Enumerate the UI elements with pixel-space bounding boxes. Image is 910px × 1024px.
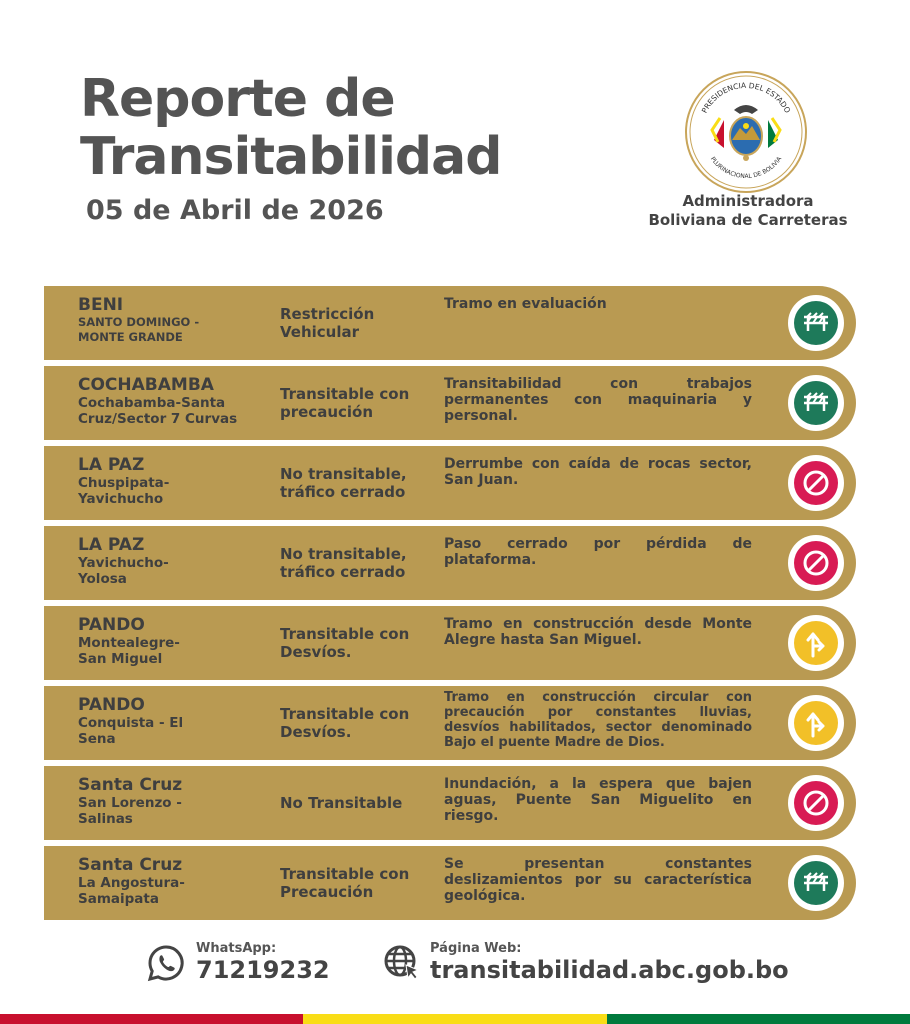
no-entry-icon (794, 541, 838, 585)
whatsapp-contact[interactable] (146, 942, 330, 984)
whatsapp-icon (146, 943, 186, 983)
title-line-1: Reporte de (80, 69, 395, 129)
route-description: Tramo en evaluación (444, 296, 607, 312)
road-works-icon (794, 381, 838, 425)
whatsapp-number[interactable]: 71219232 (196, 956, 330, 984)
status-badge (788, 535, 844, 591)
route-description: Paso cerrado por pérdida de plataforma. (444, 536, 752, 568)
no-entry-icon (794, 461, 838, 505)
route-segment: La Angostura-Samaipata (78, 875, 185, 907)
route-region: LA PAZ (78, 455, 145, 475)
route-row (44, 526, 856, 600)
route-place (78, 856, 268, 907)
status-badge (788, 855, 844, 911)
detour-icon (794, 701, 838, 745)
route-row (44, 606, 856, 680)
status-badge (788, 695, 844, 751)
route-status: No transitable, tráfico cerrado (280, 545, 407, 581)
route-segment: Yavichucho-Yolosa (78, 555, 169, 587)
flag-stripe (0, 1014, 910, 1024)
route-status: Transitable con Desvíos. (280, 705, 410, 741)
route-place (78, 776, 268, 827)
route-description: Tramo en construcción circular con precaución por constantes lluvias, desvíos habilitados, sector denominado Bajo el puente Madre de Dios. (444, 690, 752, 750)
route-region: PANDO (78, 615, 145, 635)
route-status: No transitable, tráfico cerrado (280, 465, 407, 501)
route-row (44, 366, 856, 440)
no-entry-icon (794, 781, 838, 825)
route-status: Transitable con Precaución (280, 865, 410, 901)
route-place (78, 536, 268, 587)
route-row (44, 286, 856, 360)
route-segment: Conquista - El Sena (78, 715, 184, 747)
flag-green-band (607, 1014, 910, 1024)
route-segment: Cochabamba-Santa Cruz/Sector 7 Curvas (78, 395, 238, 427)
status-badge (788, 455, 844, 511)
web-label: Página Web: (430, 941, 522, 956)
route-status: Transitable con precaución (280, 385, 410, 421)
route-place (78, 296, 268, 345)
flag-yellow-band (303, 1014, 606, 1024)
route-row (44, 766, 856, 840)
svg-text:PLURINACIONAL DE BOLIVIA: PLURINACIONAL DE BOLIVIA (708, 155, 784, 181)
org-name-line-1: Administradora (682, 192, 814, 210)
route-status: No Transitable (280, 794, 403, 812)
route-status: Restricción Vehicular (280, 305, 375, 341)
route-region: Santa Cruz (78, 775, 183, 795)
route-region: COCHABAMBA (78, 375, 214, 395)
route-region: LA PAZ (78, 535, 145, 555)
road-works-icon (794, 301, 838, 345)
route-description: Se presentan constantes deslizamientos por su característica geológica. (444, 856, 752, 904)
route-place (78, 376, 268, 427)
route-row (44, 446, 856, 520)
route-description: Transitabilidad con trabajos permanentes con maquinaria y personal. (444, 376, 752, 424)
route-region: PANDO (78, 695, 145, 715)
route-description: Tramo en construcción desde Monte Alegre hasta San Miguel. (444, 616, 752, 648)
detour-icon (794, 621, 838, 665)
org-name (630, 192, 866, 230)
route-place (78, 616, 268, 667)
status-badge (788, 295, 844, 351)
route-segment: SANTO DOMINGO - MONTE GRANDE (78, 315, 200, 344)
route-region: BENI (78, 295, 124, 315)
whatsapp-label: WhatsApp: (196, 941, 277, 956)
route-place (78, 456, 268, 507)
web-contact[interactable] (382, 942, 789, 984)
route-region: Santa Cruz (78, 855, 183, 875)
route-row (44, 846, 856, 920)
page-title (80, 70, 501, 186)
route-segment: Montealegre-San Miguel (78, 635, 180, 667)
org-name-line-2: Boliviana de Carreteras (648, 211, 848, 229)
status-badge (788, 375, 844, 431)
svg-text:PRESIDENCIA DEL ESTADO: PRESIDENCIA DEL ESTADO (699, 80, 793, 115)
route-place (78, 696, 268, 747)
globe-cursor-icon (382, 943, 422, 983)
route-segment: Chuspipata-Yavichucho (78, 475, 170, 507)
flag-red-band (0, 1014, 303, 1024)
status-badge (788, 615, 844, 671)
title-line-2: Transitabilidad (80, 127, 502, 187)
road-works-icon (794, 861, 838, 905)
status-badge (788, 775, 844, 831)
presidency-seal-logo (684, 70, 808, 194)
route-status: Transitable con Desvíos. (280, 625, 410, 661)
route-segment: San Lorenzo - Salinas (78, 795, 182, 827)
web-url-link[interactable]: transitabilidad.abc.gob.bo (430, 956, 789, 984)
route-description: Derrumbe con caída de rocas sector, San Juan. (444, 456, 752, 488)
route-description: Inundación, a la espera que bajen aguas, Puente San Miguelito en riesgo. (444, 776, 752, 824)
report-date: 05 de Abril de 2026 (86, 195, 384, 226)
route-row (44, 686, 856, 760)
